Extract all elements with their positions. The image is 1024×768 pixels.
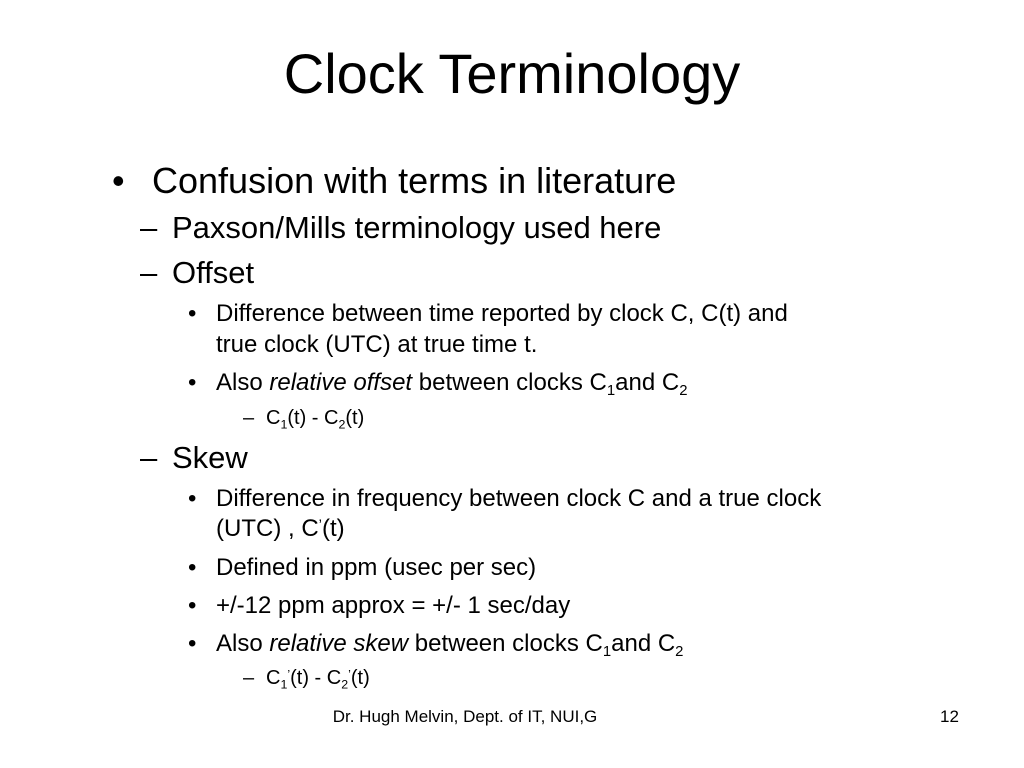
relative-skew-term: relative skew [269, 630, 409, 657]
dash-marker: – [243, 407, 255, 429]
bullet-marker: • [188, 630, 197, 657]
skew-definition-line1: Difference in frequency between clock C and a true clock [216, 485, 822, 512]
bullet-marker: • [188, 592, 197, 619]
bullet-marker: • [188, 485, 197, 512]
skew-approx-text: +/-12 ppm approx = +/- 1 sec/day [216, 592, 571, 619]
subbullet-offset-text: Offset [172, 255, 255, 290]
relative-offset-term: relative offset [269, 369, 413, 396]
bullet-marker: • [188, 554, 197, 581]
slide-title: Clock Terminology [283, 42, 741, 105]
skew-formula-text: $C_1^’(t) - C_2^’(t)$ [266, 667, 370, 692]
bullet-marker: • [112, 160, 125, 201]
relative-skew-text: Also relative skew between clocks $C_1and$ $C_2$ [216, 630, 684, 661]
dash-marker: – [140, 440, 158, 475]
bullet-marker: • [188, 369, 197, 396]
subbullet-skew-text: Skew [172, 440, 248, 475]
offset-definition-line2: true clock (UTC) at true time t. [216, 331, 538, 358]
bullet-confusion-text: Confusion with terms in literature [152, 160, 677, 201]
dash-marker: – [243, 667, 255, 689]
offset-definition-line1: Difference between time reported by clock C, C(t) and [216, 300, 788, 327]
offset-formula-text: $C_1(t) - C_2(t)$ [266, 407, 365, 432]
skew-definition-line2: (UTC) , C’(t) [216, 515, 345, 542]
relative-offset-text: Also relative offset between clocks $C_1and$ $C_2$ [216, 369, 688, 400]
bullet-marker: • [188, 300, 197, 327]
dash-marker: – [140, 255, 158, 290]
subbullet-paxson-text: Paxson/Mills terminology used here [172, 210, 662, 245]
slide-page-number: 12 [940, 707, 959, 726]
slide-footer: Dr. Hugh Melvin, Dept. of IT, NUI,G [332, 707, 598, 726]
skew-ppm-text: Defined in ppm (usec per sec) [216, 554, 537, 581]
dash-marker: – [140, 210, 158, 245]
